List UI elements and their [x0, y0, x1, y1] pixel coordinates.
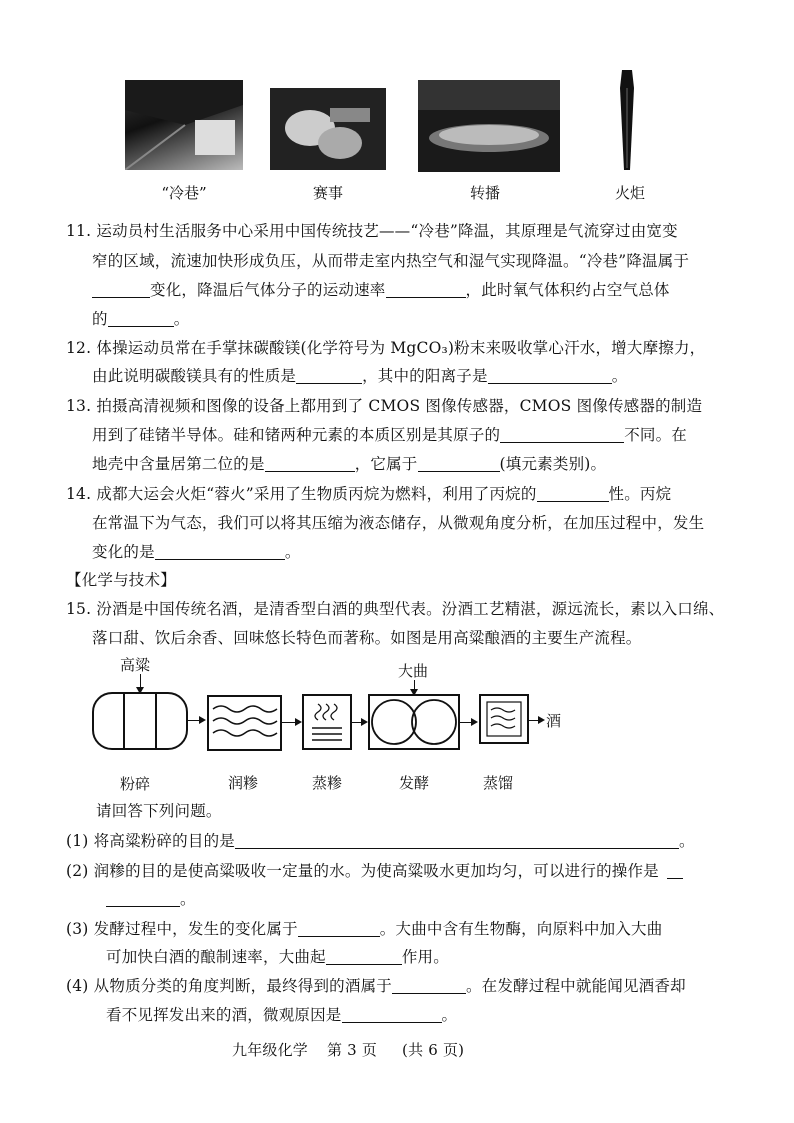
q12-line1: 12. 体操运动员常在手掌抹碳酸镁(化学符号为 MgCO₃)粉末来吸收掌心汗水，增大摩擦力，	[66, 339, 706, 357]
cold-alley-photo	[125, 80, 243, 170]
q12-text-2b: ，其中的阳离子是	[362, 367, 488, 385]
footer-page: 第 3 页	[326, 1041, 378, 1059]
q15-text-p3d: 作用。	[401, 948, 449, 966]
photo-caption-4: 火炬	[614, 184, 645, 202]
q15-text-p1b: 。	[678, 832, 695, 850]
photo-caption-1: “冷巷”	[161, 184, 207, 202]
footer-total: (共 6 页)	[402, 1041, 465, 1059]
q15-text-p3c: 可加快白酒的酿制速率，大曲起	[106, 948, 326, 966]
q12-text-2c: 。	[611, 367, 628, 385]
q11-blank-3[interactable]	[108, 310, 174, 327]
footer-grade: 九年级化学	[232, 1041, 309, 1059]
q11-line1: 11. 运动员村生活服务中心采用中国传统技艺——“冷巷”降温，其原理是气流穿过由宽变	[66, 222, 678, 240]
q14-text-3a: 变化的是	[92, 543, 155, 561]
flow-input-top: 高粱	[120, 656, 151, 674]
q15-part3-cont	[106, 947, 449, 967]
photo-caption-2: 赛事	[312, 184, 343, 202]
q13-text-3a: 地壳中含量居第二位的是	[92, 455, 265, 473]
steaming-box	[302, 694, 352, 750]
wave-icon	[209, 697, 280, 749]
q14-blank-1[interactable]	[537, 485, 609, 502]
q15-line2: 落口甜、饮后余香、回味悠长特色而著称。如图是用高粱酿酒的主要生产流程。	[92, 629, 642, 647]
q12-blank-1[interactable]	[296, 367, 362, 384]
flow-input-mid: 大曲	[398, 662, 429, 680]
q15-part3	[66, 919, 662, 939]
flow-output: 酒	[546, 712, 562, 730]
q11-text-3a: 变化，降温后气体分子的运动速率	[150, 281, 386, 299]
fermentation-tanks-icon	[370, 696, 458, 748]
q15-part1	[66, 831, 695, 851]
q14-blank-2[interactable]	[155, 543, 285, 560]
q11-blank-1[interactable]	[92, 281, 150, 298]
photo-caption-3: 转播	[469, 184, 500, 202]
q11-line3	[92, 280, 670, 300]
q12-line2	[92, 366, 627, 386]
step-label-crush: 粉碎	[119, 775, 150, 793]
moistening-box	[207, 695, 282, 751]
q15-blank-6[interactable]	[342, 1006, 442, 1023]
q15-text-p4c: 看不见挥发出来的酒，微观原因是	[106, 1006, 342, 1024]
step-label-distill: 蒸馏	[482, 774, 513, 792]
q11-text-4a: 的	[92, 310, 108, 328]
q15-blank-2a[interactable]	[667, 862, 683, 879]
q15-text-p4b: 。在发酵过程中就能闻见酒香却	[465, 977, 686, 995]
q15-text-p1a: (1) 将高粱粉碎的目的是	[66, 832, 235, 850]
broadcast-photo	[418, 80, 560, 172]
q14-text-1b: 性。丙烷	[608, 485, 672, 503]
flow-arrow-2	[282, 722, 300, 723]
q15-text-p3a: (3) 发酵过程中，发生的变化属于	[66, 920, 298, 938]
crusher-divider-2	[155, 694, 157, 748]
q11-text-3b: ，此时氧气体积约占空气总体	[465, 281, 670, 299]
q15-line1: 15. 汾酒是中国传统名酒，是清香型白酒的典型代表。汾酒工艺精湛，源远流长，素以入口绵、	[66, 600, 725, 618]
footer	[232, 1040, 464, 1060]
q15-part2	[66, 861, 683, 881]
q12-blank-2[interactable]	[488, 367, 612, 384]
q11-line2: 窄的区域，流速加快形成负压，从而带走室内热空气和湿气实现降温。“冷巷”降温属于	[92, 252, 690, 270]
q14-line3	[92, 542, 301, 562]
crusher-box	[92, 692, 188, 750]
q15-text-p3b: 。大曲中含有生物酶，向原料中加入大曲	[379, 920, 663, 938]
q15-prompt: 请回答下列问题。	[96, 802, 222, 820]
distillation-coil-icon	[481, 696, 527, 742]
flow-arrow-5	[529, 720, 543, 721]
section-heading: 【化学与技术】	[66, 571, 176, 589]
q15-part4	[66, 976, 686, 996]
q15-blank-2b[interactable]	[106, 890, 180, 907]
competition-illustration	[270, 88, 386, 170]
q13-line1: 13. 拍摄高清视频和图像的设备上都用到了 CMOS 图像传感器，CMOS 图像传感器的制造	[66, 397, 703, 415]
q12-text-2a: 由此说明碳酸镁具有的性质是	[92, 367, 297, 385]
q11-blank-2[interactable]	[386, 281, 466, 298]
q15-text-p4a: (4) 从物质分类的角度判断，最终得到的酒属于	[66, 977, 392, 995]
broadcast-illustration	[418, 80, 560, 172]
q15-blank-1[interactable]	[235, 832, 679, 849]
distillation-box	[479, 694, 529, 744]
q15-text-p2a: (2) 润糁的目的是使高粱吸收一定量的水。为使高粱吸水更加均匀，可以进行的操作是	[66, 862, 659, 880]
q14-text-3b: 。	[284, 543, 301, 561]
torch-illustration	[616, 68, 638, 172]
q15-text-p4d: 。	[441, 1006, 458, 1024]
step-label-steam: 蒸糁	[311, 774, 342, 792]
q13-line2	[92, 425, 687, 445]
q15-blank-5[interactable]	[392, 977, 466, 994]
q15-part2-cont	[106, 889, 196, 909]
q15-blank-3[interactable]	[298, 920, 380, 937]
q13-text-2a: 用到了硅锗半导体。硅和锗两种元素的本质区别是其原子的	[92, 426, 501, 444]
q15-part4-cont	[106, 1005, 457, 1025]
step-label-moisten: 润糁	[227, 774, 258, 792]
flow-arrow-3	[352, 722, 366, 723]
q13-line3	[92, 454, 606, 474]
q14-text-1a: 14. 成都大运会火炬“蓉火”采用了生物质丙烷为燃料，利用了丙烷的	[66, 485, 537, 503]
q11-line4	[92, 309, 189, 329]
torch-photo	[616, 68, 638, 172]
flow-arrow-4	[460, 722, 476, 723]
flow-arrow-qu	[414, 680, 415, 694]
q15-blank-4[interactable]	[326, 948, 402, 965]
competition-photo	[270, 88, 386, 170]
q13-text-2b: 不同。在	[624, 426, 688, 444]
q14-line2: 在常温下为气态，我们可以将其压缩为液态储存，从微观角度分析，在加压过程中，发生	[92, 514, 705, 532]
flow-arrow-1	[188, 720, 204, 721]
q13-blank-3[interactable]	[418, 455, 500, 472]
q15-text-p2b: 。	[180, 890, 196, 908]
cold-alley-illustration	[125, 80, 243, 170]
q14-line1	[66, 484, 671, 504]
crusher-divider-1	[123, 694, 125, 748]
q13-text-3b: ，它属于	[354, 455, 418, 473]
flow-arrow-input	[140, 674, 141, 692]
fermentation-box	[368, 694, 460, 750]
steam-icon	[304, 696, 350, 748]
q13-text-3c: (填元素类别)。	[499, 455, 607, 473]
q11-text-4b: 。	[173, 310, 190, 328]
q13-blank-2[interactable]	[265, 455, 355, 472]
step-label-ferment: 发酵	[398, 774, 429, 792]
q13-blank-1[interactable]	[500, 426, 624, 443]
